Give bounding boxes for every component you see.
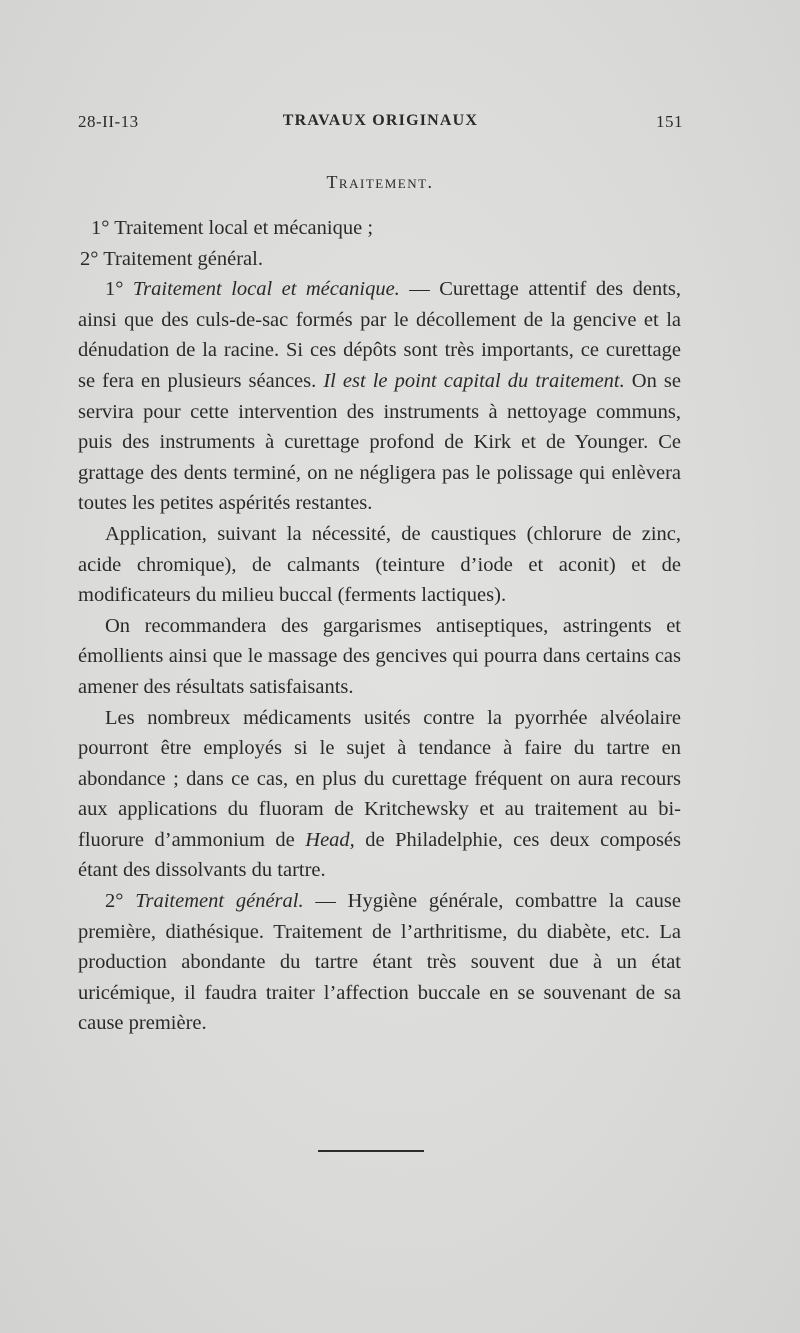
paragraph-text: — Hygiène générale, combattre la cause première, diathésique. Traitement de l’arthritisme, du diabète, etc. La production abondante du tartre étant très souvent due à un état uricémique, il faudra traiter l’affection buccale en se souvenant de sa cause première. <box>78 890 681 1035</box>
paragraph-local-treatment <box>78 274 681 519</box>
paragraph-number: 1° <box>105 278 124 301</box>
header-section-title: TRAVAUX ORIGINAUX <box>282 112 479 129</box>
paragraph-application: Application, suivant la nécessité, de caustiques (chlorure de zinc, acide chromique), de calmants (teinture d’iode et aconit) et de modificateurs du milieu buccal (ferments lactiques). <box>78 522 681 607</box>
paragraph-text: On se servira pour cette intervention des instruments à nettoyage communs, puis des instruments à curettage profond de Kirk et de Younger. Ce grattage des dents terminé, on ne négligera pas le polissage qui enlèvera toutes les petites aspérités restantes. <box>78 369 681 515</box>
paragraph-text: — Curettage attentif des dents, ainsi que des culs-de-sac formés par le décollement de la gencive et la dénudation de la racine. Si ces dépôts sont très importants, ce curettage se fera en plusieurs séances. <box>78 278 682 392</box>
paragraph-general-treatment <box>78 886 681 1039</box>
body-text <box>78 213 681 1039</box>
emphasis-text: Head, <box>305 828 355 851</box>
paragraph-text: de Philadelphie, ces deux composés étant des dissolvants du tartre. <box>78 828 681 882</box>
section-heading: Traitement. <box>326 172 434 192</box>
list-item: 2° Traitement général. <box>80 247 263 270</box>
subheading-general-treatment: Traitement général. <box>135 890 304 913</box>
header-date: 28-II-13 <box>78 112 139 131</box>
paragraph-number: 2° <box>105 890 124 913</box>
paragraph-medicaments <box>78 703 681 887</box>
paragraph-gargarismes: On recommandera des gargarismes antiseptiques, astringents et émollients ainsi que le massage des gencives qui pourra dans certains cas amener des résultats satisfaisants. <box>78 614 681 698</box>
section-end-rule <box>318 1150 424 1152</box>
running-header <box>78 112 683 138</box>
page-number: 151 <box>656 112 683 131</box>
subheading-local-treatment: Traitement local et mécanique. <box>132 278 400 301</box>
list-item: 1° Traitement local et mécanique ; <box>91 217 374 239</box>
paragraph-text: Les nombreux médicaments usités contre la pyorrhée alvéolaire pourront être employés si le sujet à tendance à faire du tartre en abondance ; dans ce cas, en plus du curettage fréquent on aura recours aux applications du fluoram de Kritchewsky et au traitement au bi-fluorure d’ammonium de <box>78 706 681 851</box>
emphasis-text: Il est le point capital du traitement. <box>323 369 625 392</box>
